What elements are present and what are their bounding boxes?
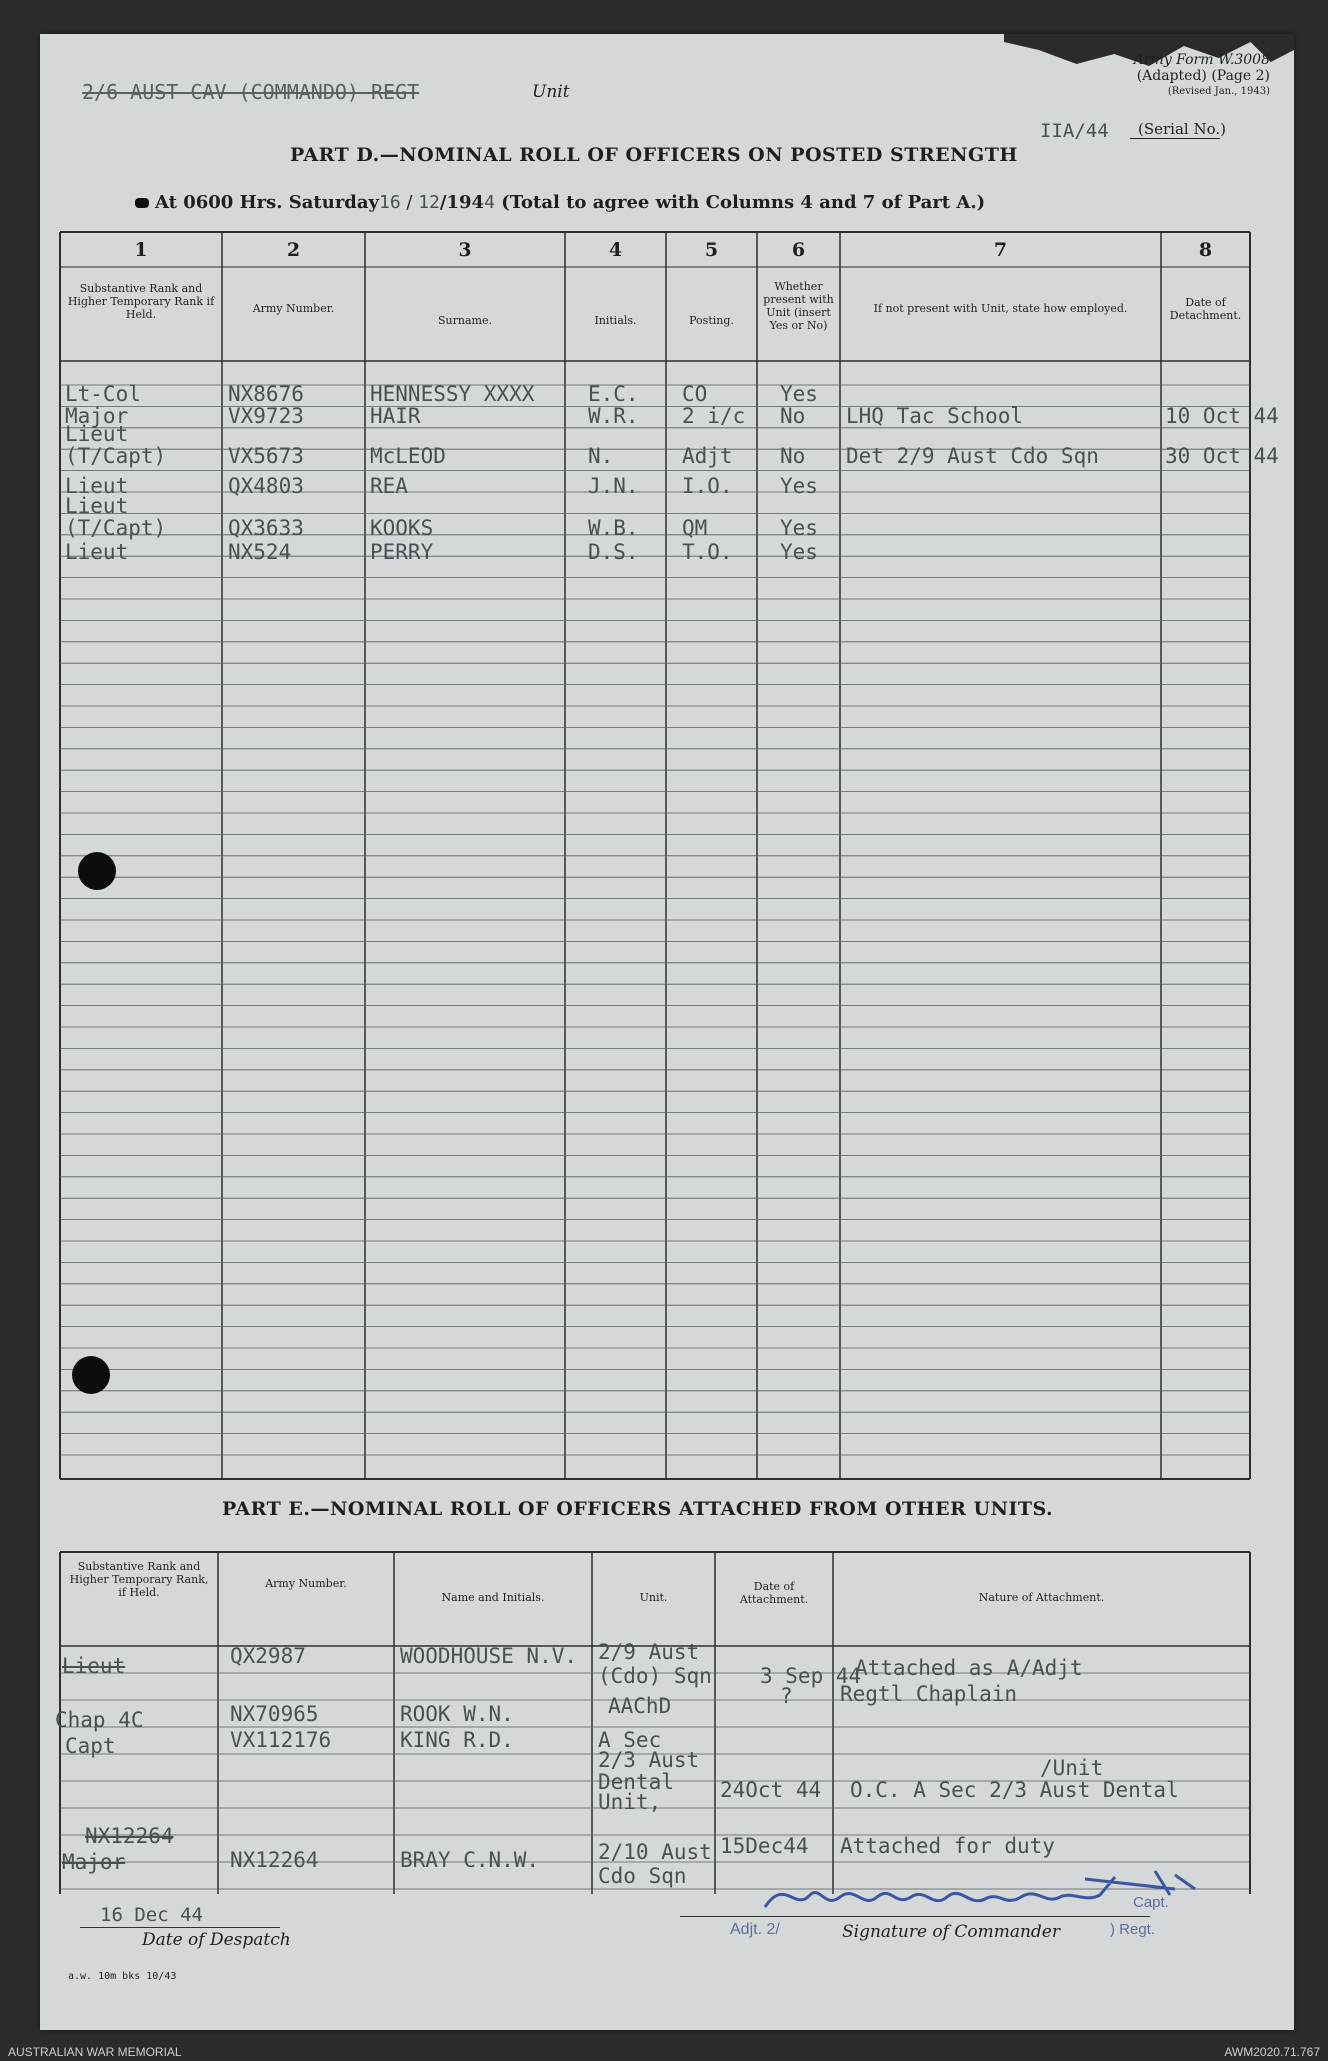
column-number-6: 6 [791,239,806,261]
name: BRAY C.N.W. [400,1848,540,1872]
employment: Det 2/9 Aust Cdo Sqn [846,444,1099,468]
rank: Major [62,1850,126,1874]
form-page [40,34,1294,2030]
army-number: QX3633 [228,516,304,540]
rank: Capt [65,1734,116,1758]
army-number: VX5673 [228,444,304,468]
column-header-8: Date of Detachment. [1169,296,1242,322]
unit: 2/9 Aust [598,1640,700,1664]
rank: Chap 4C [55,1708,144,1732]
name: ROOK W.N. [400,1702,514,1726]
punch-hole-upper [78,852,116,890]
total-note: (Total to agree with Columns 4 and 7 of Part A.) [501,192,986,213]
column-number-7: 7 [993,239,1008,261]
despatch-date: 16 Dec 44 [100,1904,203,1926]
archive-footer [0,2044,1328,2061]
unit-line2: 2/3 Aust [598,1748,700,1772]
initials: E.C. [588,382,639,406]
nature-unit: /Unit [1040,1756,1104,1780]
unit-label: Unit [532,82,570,102]
attachment-date: 24Oct 44 [720,1778,822,1802]
column-number-2: 2 [286,239,301,261]
initials: W.B. [588,516,639,540]
part-d-date-line: At 0600 Hrs. Saturday16 / 12/1944 (Total to agree with Columns 4 and 7 of Part A.) [135,192,985,213]
posting: QM [682,516,708,540]
despatch-label: Date of Despatch [142,1930,291,1950]
army-number: NX70965 [230,1702,319,1726]
archive-right: AWM2020.71.767 [1224,2045,1320,2059]
unit-line3: Dental [598,1770,674,1794]
at-label: At 0600 Hrs. Saturday [155,192,380,213]
initials: J.N. [588,474,639,498]
initials: N. [588,444,614,468]
signature-underline [680,1916,1150,1917]
unit-line2: (Cdo) Sqn [598,1664,712,1688]
year-suffix: 4 [484,192,495,213]
serial-label: (Serial No.) [1138,120,1226,138]
day-typed: 16 [379,192,401,213]
name: WOODHOUSE N.V. [400,1644,578,1668]
attachment-date: ? [780,1684,793,1708]
army-form-line1: Army Form W.3008 [1133,52,1270,68]
unit: 2/10 Aust [598,1840,712,1864]
column-header-5: Posting. [689,314,734,327]
rank: Lieut [65,422,129,446]
part-e-column-header-1: Substantive Rank and Higher Temporary Rank, if Held. [69,1560,209,1599]
present: Yes [780,474,818,498]
unit-line4: Unit, [598,1790,662,1814]
archive-left: AUSTRALIAN WAR MEMORIAL [8,2045,182,2059]
punch-hole-lower [72,1356,110,1394]
posting: Adjt [682,444,733,468]
part-e-column-header-5: Date of Attachment. [739,1580,809,1606]
rank-temporary: (T/Capt) [65,516,167,540]
column-header-4: Initials. [594,314,637,327]
column-header-7: If not present with Unit, state how employed. [873,302,1128,315]
army-number: NX12264 [230,1848,319,1872]
nature: Attached as A/Adjt [855,1656,1083,1680]
surname: McLEOD [370,444,446,468]
detachment-date: 10 Oct 44 [1165,404,1279,428]
column-header-2: Army Number. [252,302,335,315]
posting: 2 i/c [682,404,746,428]
detachment-date: 30 Oct 44 [1165,444,1279,468]
surname: KOOKS [370,516,434,540]
despatch-underline [80,1927,280,1928]
column-number-1: 1 [134,239,148,261]
nature: O.C. A Sec 2/3 Aust Dental [850,1778,1179,1802]
initials: D.S. [588,540,639,564]
rank: Lt-Col [65,382,141,406]
nature: Attached for duty [840,1834,1055,1858]
army-form-line3: (Revised Jan., 1943) [1167,86,1270,97]
part-e-column-header-2: Army Number. [265,1577,347,1590]
army-form-line2: (Adapted) (Page 2) [1136,68,1270,84]
rank: Lieut [62,1654,126,1678]
surname: REA [370,474,408,498]
part-d-title: PART D.—NOMINAL ROLL OF OFFICERS ON POSTED STRENGTH [290,144,1018,166]
rank: Lieut [65,474,129,498]
surname: PERRY [370,540,434,564]
initials: W.R. [588,404,639,428]
month-typed: 12 [418,192,440,213]
year-prefix: /194 [439,192,485,213]
posting: T.O. [682,540,733,564]
column-number-3: 3 [458,239,472,261]
present: No [780,404,806,428]
army-number: QX4803 [228,474,304,498]
army-number: QX2987 [230,1644,306,1668]
nature: Regtl Chaplain [840,1682,1018,1706]
column-header-3: Surname. [438,314,492,327]
print-code: a.w. 10m bks 10/43 [68,1971,177,1982]
part-e-title: PART E.—NOMINAL ROLL OF OFFICERS ATTACHED FROM OTHER UNITS. [222,1498,1054,1520]
present: Yes [780,540,818,564]
army-number: VX112176 [230,1728,332,1752]
part-e-column-header-4: Unit. [639,1591,668,1604]
stamp-adjt: Adjt. 2/ [730,1921,780,1938]
name: KING R.D. [400,1728,514,1752]
surname: HENNESSY XXXX [370,382,535,406]
army-number: NX8676 [228,382,304,406]
unit: A Sec [598,1728,662,1752]
rank: Lieut [65,494,129,518]
present: Yes [780,516,818,540]
unit: AAChD [608,1694,672,1718]
stamp-regt: ) Regt. [1110,1921,1156,1938]
column-header-1: Substantive Rank and Higher Temporary Rank if Held. [67,282,215,321]
column-header-6: Whether present with Unit (insert Yes or No) [763,280,834,332]
signature-label: Signature of Commander [842,1922,1060,1942]
attachment-date: 15Dec44 [720,1834,809,1858]
column-number-8: 8 [1198,239,1213,261]
present: Yes [780,382,818,406]
part-e-column-header-6: Nature of Attachment. [978,1591,1105,1604]
serial-typed: IIA/44 [1040,120,1109,142]
rank-struck: NX12264 [85,1824,174,1848]
rank-temporary: (T/Capt) [65,444,167,468]
stamp-capt: Capt. [1133,1894,1169,1911]
part-e-column-header-3: Name and Initials. [441,1591,545,1604]
surname: HAIR [370,404,421,428]
unit-line2: Cdo Sqn [598,1864,687,1888]
army-number: VX9723 [228,404,304,428]
rank: Lieut [65,540,129,564]
employment: LHQ Tac School [846,404,1024,428]
present: No [780,444,806,468]
column-number-5: 5 [704,239,719,261]
posting: CO [682,382,708,406]
unit-typed: 2/6 AUST CAV (COMMANDO) REGT [82,80,420,104]
posting: I.O. [682,474,733,498]
column-number-4: 4 [608,239,623,261]
army-number: NX524 [228,540,292,564]
attachment-date: 3 Sep 44 [760,1664,862,1688]
part-d-grid [40,34,1294,2030]
rank: Major [65,404,129,428]
